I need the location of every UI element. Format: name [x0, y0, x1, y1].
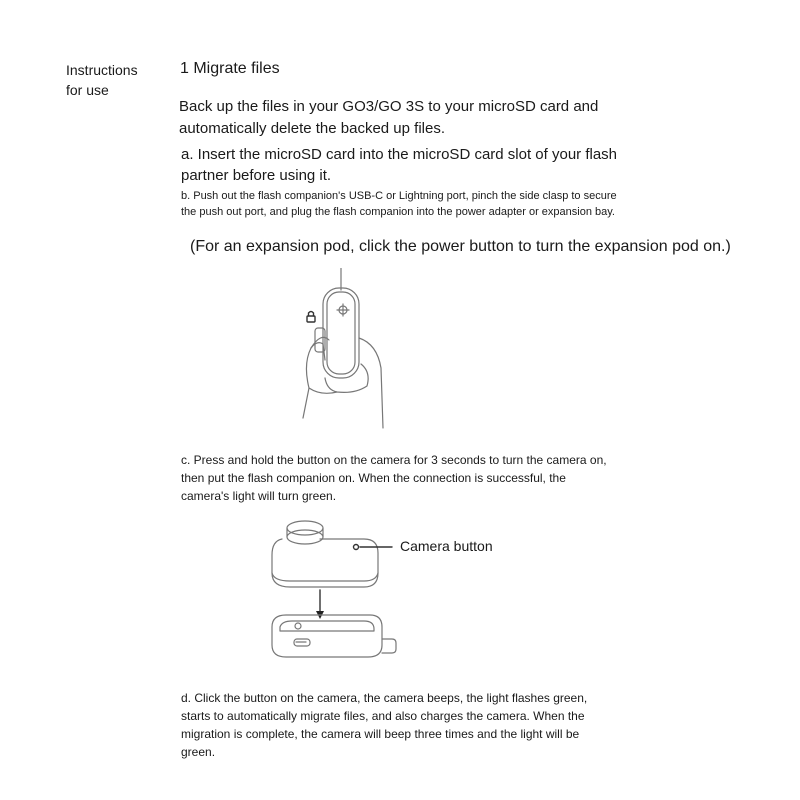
section-title: 1 Migrate files — [180, 60, 280, 77]
hand-holding-flash-companion-illustration — [285, 268, 395, 433]
step-c-text: c. Press and hold the button on the camera for 3 seconds to turn the camera on, then put the flash companion on. When the connection is successful, the camera's light will turn green. — [181, 453, 607, 503]
step-a-text: a. Insert the microSD card into the microSD card slot of your flash partner before using it. — [181, 146, 618, 184]
step-d-text: d. Click the button on the camera, the camera beeps, the light flashes green, starts to automatically migrate files, and also charges the camera. When the migration is complete, the camera will beep three times and the light will be green. — [181, 691, 588, 759]
sidebar-label: Instructions for use — [66, 62, 138, 98]
section-intro: Back up the files in your GO3/GO 3S to your microSD card and automatically delete the backed up files. — [179, 98, 599, 137]
camera-button-callout: Camera button — [400, 538, 493, 554]
step-b-text: b. Push out the flash companion's USB-C or Lightning port, pinch the side clasp to secure the push out port, and plug the flash companion into the power adapter or expansion bay. — [181, 190, 617, 218]
expansion-pod-note: (For an expansion pod, click the power button to turn the expansion pod on.) — [190, 238, 731, 255]
